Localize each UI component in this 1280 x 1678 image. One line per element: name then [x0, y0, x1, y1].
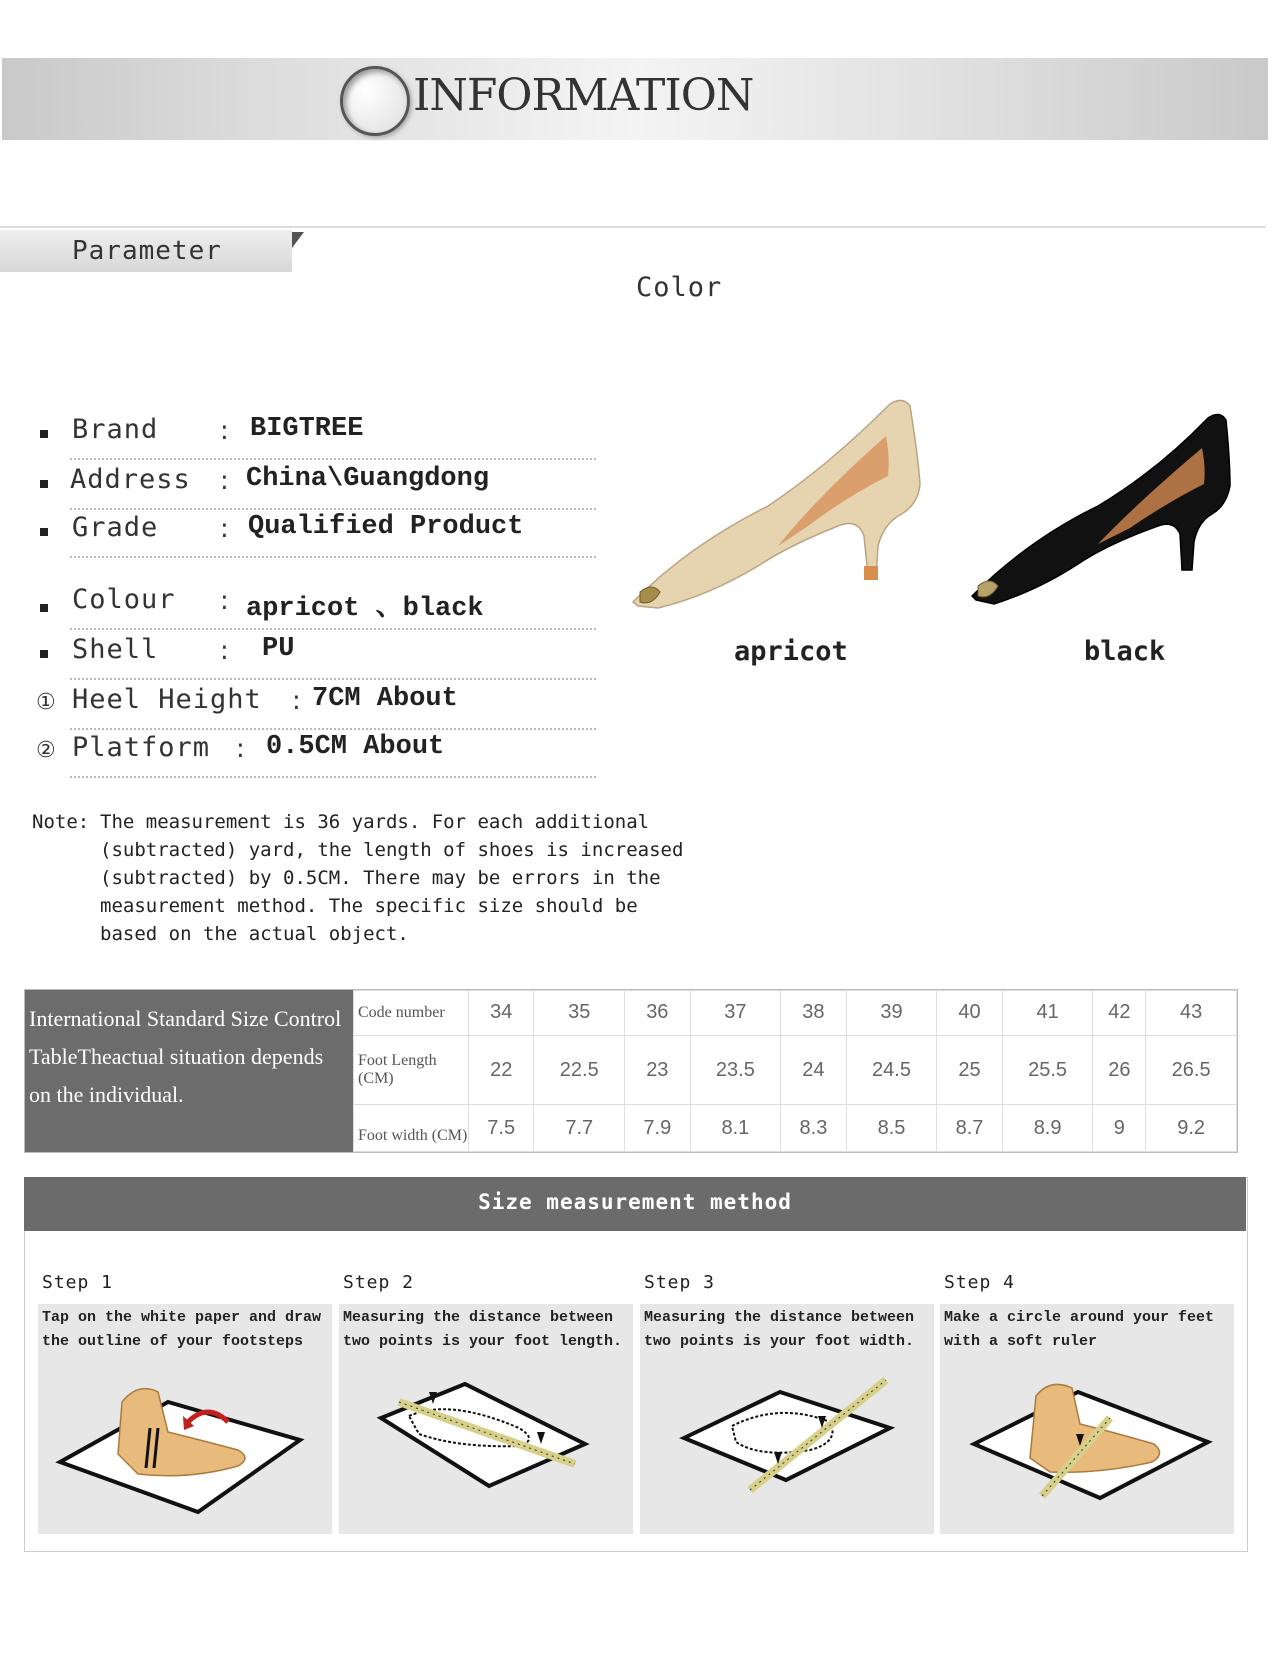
table-cell: 8.1	[690, 1105, 781, 1152]
spec-row-platform	[36, 732, 596, 780]
color-heading: Color	[636, 272, 723, 303]
foot-width-illustration	[640, 1362, 934, 1522]
table-cell: 9.2	[1146, 1105, 1237, 1152]
spec-key: Platform	[72, 732, 211, 763]
step-label: Step 2	[343, 1272, 415, 1293]
spec-value: 7CM About	[312, 684, 458, 714]
table-row	[354, 1035, 1237, 1104]
table-cell: 24.5	[846, 1035, 937, 1104]
table-cell: 8.9	[1002, 1105, 1093, 1152]
bullet-icon	[40, 430, 48, 438]
foot-circumference-illustration	[940, 1362, 1234, 1522]
spec-row-colour	[36, 584, 596, 632]
spec-colon: :	[292, 686, 301, 716]
table-cell: 24	[781, 1035, 846, 1104]
table-cell: 25	[937, 1035, 1002, 1104]
step-1	[38, 1272, 332, 1534]
bullet-icon	[40, 604, 48, 612]
table-cell: 23.5	[690, 1035, 781, 1104]
page-title: INFORMATION	[413, 70, 754, 121]
divider	[0, 226, 1266, 228]
note-text: The measurement is 36 yards. For each additional (subtracted) yard, the length of shoes is increased (subtracted) by 0.5CM. There may be errors in the measurement method. The specific size should be based on the actual object.	[100, 811, 684, 945]
table-cell: 25.5	[1002, 1035, 1093, 1104]
bullet-icon	[40, 650, 48, 658]
spec-key: Brand	[72, 414, 159, 445]
spec-colon: :	[220, 466, 229, 496]
table-cell: 22.5	[534, 1035, 625, 1104]
table-cell: 36	[625, 991, 690, 1036]
table-cell: 38	[781, 991, 846, 1036]
table-cell: 41	[1002, 991, 1093, 1036]
spec-value: 0.5CM About	[266, 732, 445, 762]
step-text: Make a circle around your feet with a soft ruler	[944, 1309, 1215, 1350]
dotted-divider	[70, 776, 596, 778]
step-label: Step 4	[944, 1272, 1016, 1293]
spec-value: apricot 、black	[246, 594, 484, 624]
step-text: Measuring the distance between two points is your foot length.	[343, 1309, 623, 1350]
table-cell: 34	[469, 991, 534, 1036]
foot-tracing-illustration	[38, 1362, 332, 1522]
spec-key: Address	[70, 464, 191, 495]
size-table	[24, 989, 1238, 1153]
foot-length-illustration	[339, 1362, 633, 1522]
table-cell: 7.7	[534, 1105, 625, 1152]
spec-value: Qualified Product	[248, 512, 524, 542]
table-row	[354, 1105, 1237, 1152]
table-cell: 9	[1093, 1105, 1146, 1152]
step-label: Step 3	[644, 1272, 716, 1293]
dotted-divider	[70, 728, 596, 730]
table-row	[354, 991, 1237, 1036]
step-2	[339, 1272, 633, 1534]
dotted-divider	[70, 678, 596, 680]
size-grid	[353, 990, 1237, 1152]
spec-key: Shell	[72, 634, 159, 665]
row-label: Foot Length (CM)	[354, 1035, 469, 1104]
spec-key: Grade	[72, 512, 159, 543]
table-cell: 23	[625, 1035, 690, 1104]
spec-colon: :	[236, 734, 245, 764]
spec-row-heel-height	[36, 684, 596, 732]
table-cell: 42	[1093, 991, 1146, 1036]
table-cell: 26	[1093, 1035, 1146, 1104]
table-cell: 8.3	[781, 1105, 846, 1152]
row-label: Code number	[354, 991, 469, 1036]
step-text: Measuring the distance between two points is your foot width.	[644, 1309, 915, 1350]
spec-row-brand	[36, 414, 596, 462]
table-cell: 26.5	[1146, 1035, 1237, 1104]
dotted-divider	[70, 628, 596, 630]
dotted-divider	[70, 458, 596, 460]
apricot-shoe-image	[628, 396, 948, 616]
spec-colon: :	[220, 514, 229, 544]
size-table-description: International Standard Size Control TableTheactual situation depends on the individual.	[25, 990, 353, 1152]
table-cell: 40	[937, 991, 1002, 1036]
table-cell: 39	[846, 991, 937, 1036]
step-label: Step 1	[42, 1272, 114, 1293]
spec-value: BIGTREE	[250, 414, 364, 444]
spec-row-shell	[36, 634, 596, 682]
table-cell: 8.5	[846, 1105, 937, 1152]
bullet-icon	[40, 480, 48, 488]
dotted-divider	[70, 556, 596, 558]
table-cell: 7.5	[469, 1105, 534, 1152]
tab-corner-icon	[292, 232, 304, 248]
step-text: Tap on the white paper and draw the outline of your footsteps	[42, 1309, 322, 1350]
circled-number-2: ②	[36, 738, 56, 763]
black-shoe-image	[968, 410, 1258, 610]
step-3	[640, 1272, 934, 1534]
color-name-apricot: apricot	[734, 636, 848, 667]
row-label: Foot width (CM)	[354, 1105, 469, 1152]
table-cell: 43	[1146, 991, 1237, 1036]
color-name-black: black	[1084, 636, 1166, 667]
step-4	[940, 1272, 1234, 1534]
spec-colon: :	[220, 416, 229, 446]
dotted-divider	[70, 508, 596, 510]
spec-value: PU	[262, 634, 295, 664]
table-cell: 22	[469, 1035, 534, 1104]
measurement-title: Size measurement method	[478, 1190, 792, 1214]
spec-value: China\Guangdong	[246, 464, 490, 494]
circle-icon	[340, 66, 410, 136]
spec-colon: :	[220, 636, 229, 666]
spec-key: Colour	[72, 584, 176, 615]
spec-key: Heel Height	[72, 684, 262, 715]
parameter-label: Parameter	[72, 236, 222, 266]
table-cell: 35	[534, 991, 625, 1036]
note-label: Note:	[32, 811, 90, 833]
table-cell: 7.9	[625, 1105, 690, 1152]
circled-number-1: ①	[36, 690, 56, 715]
table-cell: 8.7	[937, 1105, 1002, 1152]
spec-row-address	[36, 464, 596, 512]
spec-row-grade	[36, 512, 596, 560]
bullet-icon	[40, 528, 48, 536]
table-cell: 37	[690, 991, 781, 1036]
spec-colon: :	[220, 586, 229, 616]
